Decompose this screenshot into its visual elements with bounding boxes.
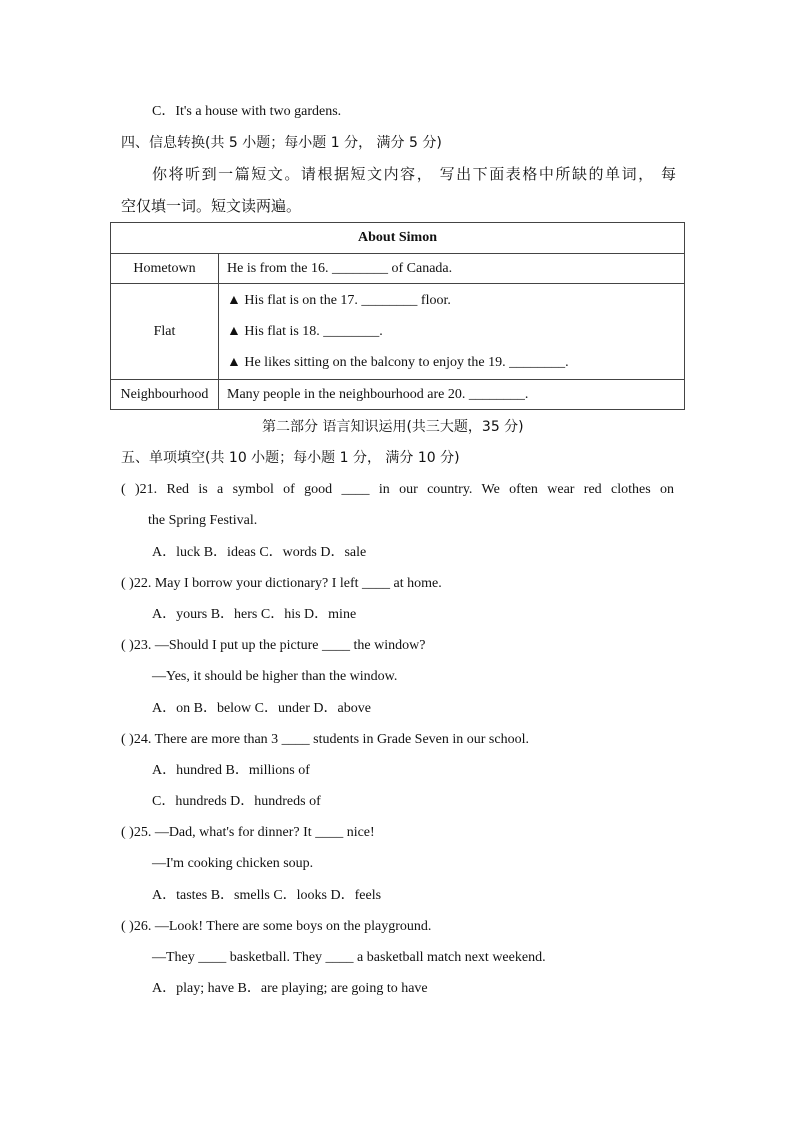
flat-line-18: ▲ His flat is 18. ________. — [227, 324, 383, 339]
table-title: About Simon — [111, 223, 685, 254]
question-23: ( )23. —Should I put up the picture ____ the window? — [121, 638, 426, 653]
question-26: ( )26. —Look! There are some boys on the playground. — [121, 919, 432, 934]
row-content-hometown: He is from the 16. ________ of Canada. — [219, 254, 685, 284]
section-5-heading: 五、单项填空(共 10 小题；每小题 1 分， 满分 10 分) — [121, 450, 460, 466]
question-24: ( )24. There are more than 3 ____ students in Grade Seven in our school. — [121, 732, 529, 747]
question-21: ( )21. Red is a symbol of good ____ in our country. We often wear red clothes on — [121, 482, 674, 497]
question-23-options: A．on B．below C．under D．above — [152, 701, 371, 716]
question-24-options-1: A．hundred B．millions of — [152, 763, 310, 778]
info-table — [110, 222, 685, 410]
question-21-options: A．luck B．ideas C．words D．sale — [152, 545, 367, 560]
question-25-reply: —I'm cooking chicken soup. — [152, 856, 314, 871]
row-label-hometown: Hometown — [111, 254, 219, 284]
flat-line-19: ▲ He likes sitting on the balcony to enjoy the 19. ________. — [227, 355, 569, 370]
row-label-neighbourhood: Neighbourhood — [111, 380, 219, 410]
question-24-options-2: C．hundreds D．hundreds of — [152, 794, 321, 809]
question-26-reply: —They ____ basketball. They ____ a basketball match next weekend. — [152, 950, 546, 965]
previous-question-option: C．It's a house with two gardens. — [152, 104, 342, 119]
question-22: ( )22. May I borrow your dictionary? I left ____ at home. — [121, 576, 442, 591]
section-4-instruction-line-1: 你将听到一篇短文。请根据短文内容， 写出下面表格中所缺的单词， 每 — [152, 165, 676, 183]
section-4-heading: 四、信息转换(共 5 小题；每小题 1 分， 满分 5 分) — [121, 135, 442, 151]
table-row — [111, 380, 685, 410]
section-4-instruction-line-2: 空仅填一词。短文读两遍。 — [121, 197, 302, 215]
row-content-neighbourhood: Many people in the neighbourhood are 20. ________. — [219, 380, 685, 410]
question-25-options: A．tastes B．smells C．looks D．feels — [152, 888, 382, 903]
table-row — [111, 284, 685, 380]
question-23-reply: —Yes, it should be higher than the window. — [152, 669, 398, 684]
question-21-continuation: the Spring Festival. — [148, 513, 258, 528]
question-26-options: A．play; have B．are playing; are going to have — [152, 981, 428, 996]
row-content-flat — [219, 284, 685, 380]
question-25: ( )25. —Dad, what's for dinner? It ____ nice! — [121, 825, 375, 840]
question-22-options: A．yours B．hers C．his D．mine — [152, 607, 357, 622]
table-row — [111, 254, 685, 284]
part-2-title: 第二部分 语言知识运用(共三大题，35 分) — [262, 419, 524, 435]
row-label-flat: Flat — [111, 284, 219, 380]
flat-line-17: ▲ His flat is on the 17. ________ floor. — [227, 293, 451, 308]
